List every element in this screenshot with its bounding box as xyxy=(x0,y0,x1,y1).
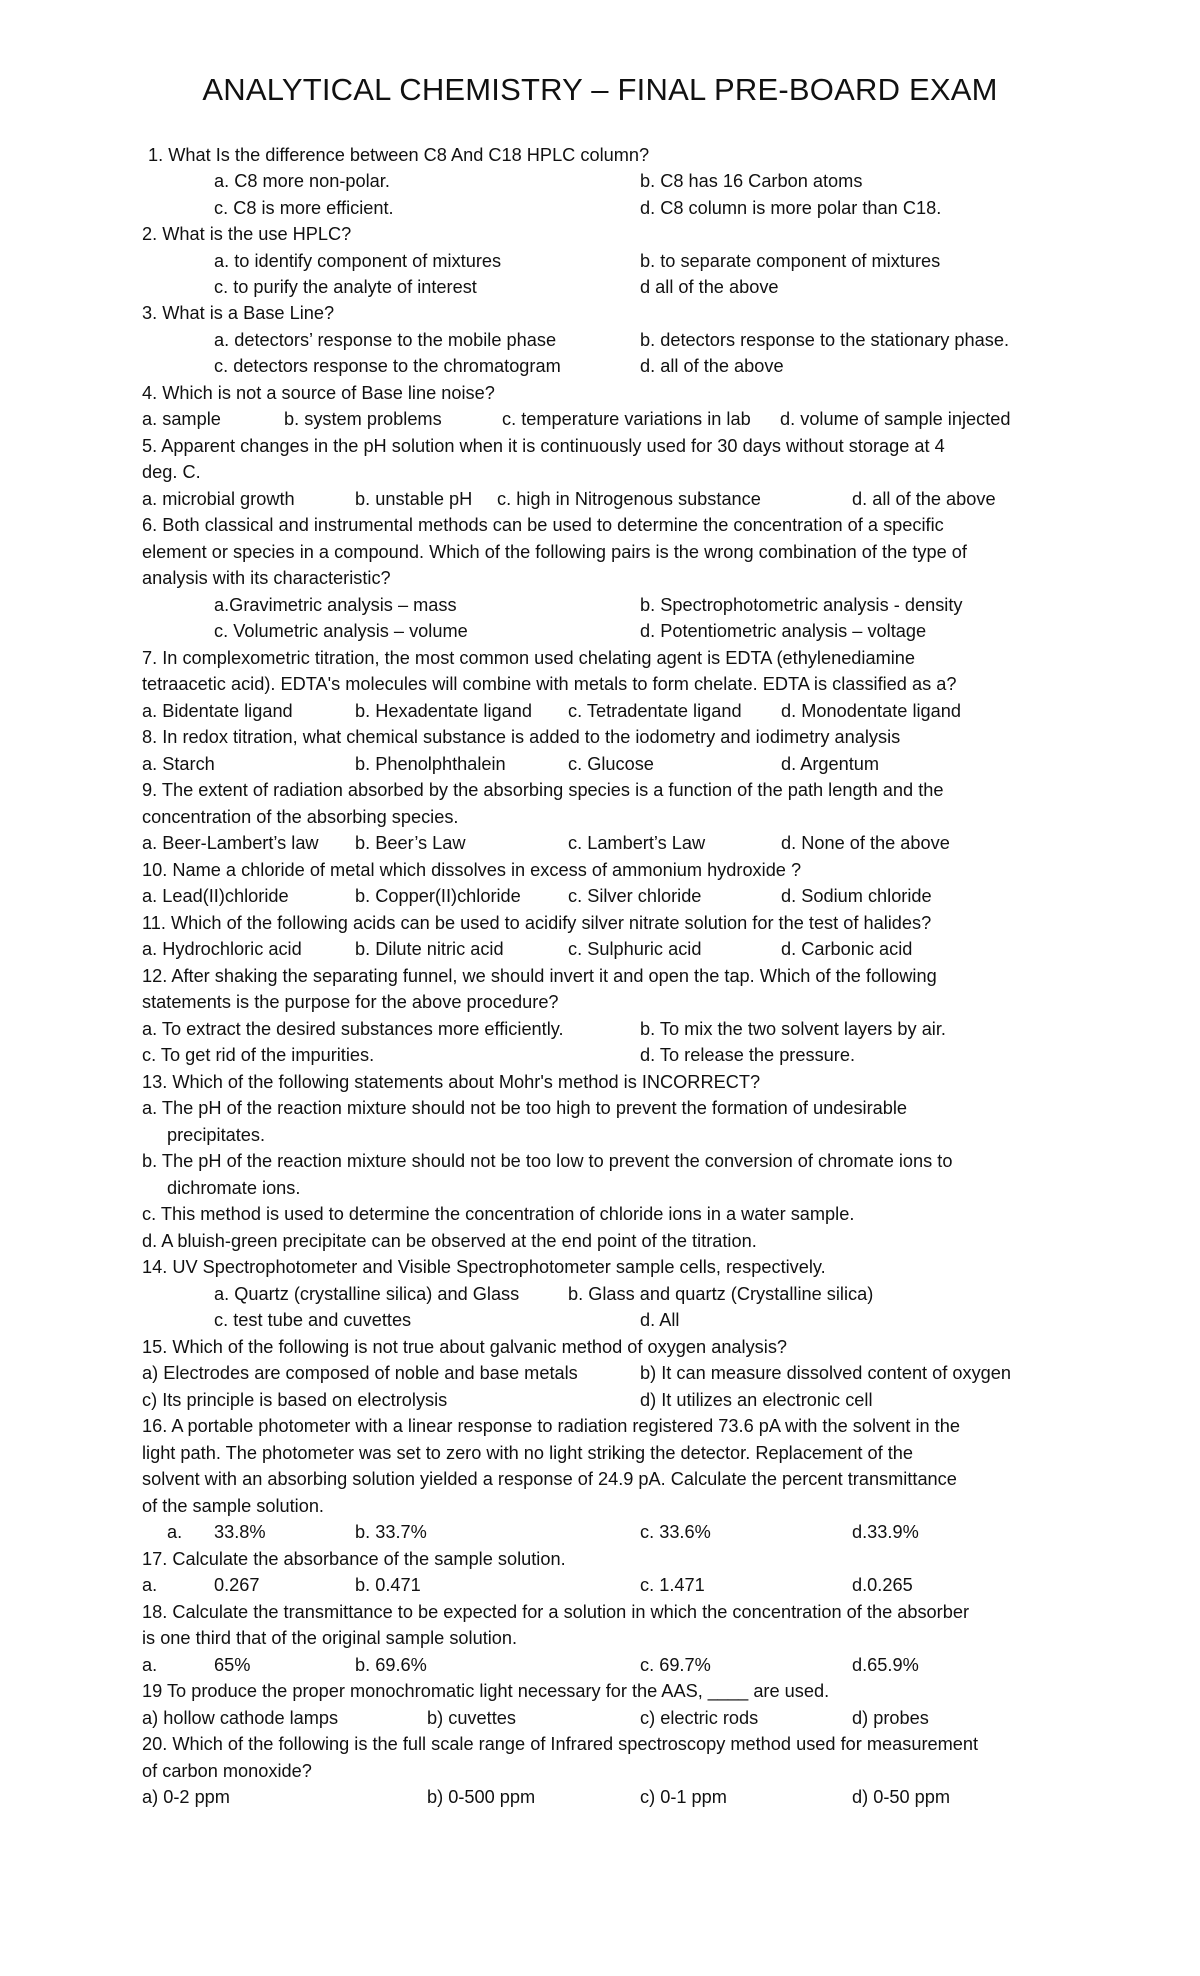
question-15-option-b: b) It can measure dissolved content of oxygen xyxy=(640,1363,1012,1383)
question-11-option-a: a. Hydrochloric acid xyxy=(142,939,302,959)
question-7-text-line-2: tetraacetic acid). EDTA's molecules will combine with metals to form chelate. EDTA is classified as a? xyxy=(142,674,957,694)
question-5-text-line-1: 5. Apparent changes in the pH solution when it is continuously used for 30 days without storage at 4 xyxy=(142,436,945,456)
question-14-text: 14. UV Spectrophotometer and Visible Spectrophotometer sample cells, respectively. xyxy=(142,1257,826,1277)
question-5-option-a: a. microbial growth xyxy=(142,489,295,509)
question-16-text-line-2: light path. The photometer was set to zero with no light striking the detector. Replacement of the xyxy=(142,1443,914,1463)
question-1-option-a: a. C8 more non-polar. xyxy=(214,171,390,191)
question-11-option-d: d. Carbonic acid xyxy=(781,939,913,959)
question-3-text: 3. What is a Base Line? xyxy=(142,303,335,323)
question-20-option-b: b) 0-500 ppm xyxy=(427,1787,536,1807)
question-13-option-d: d. A bluish-green precipitate can be observed at the end point of the titration. xyxy=(142,1231,757,1251)
question-2-text: 2. What is the use HPLC? xyxy=(142,224,352,244)
question-13-option-c: c. This method is used to determine the concentration of chloride ions in a water sample. xyxy=(142,1204,855,1224)
question-14-option-c: c. test tube and cuvettes xyxy=(214,1310,412,1330)
question-12-text-line-1: 12. After shaking the separating funnel, we should invert it and open the tap. Which of the following xyxy=(142,966,937,986)
question-7-option-d: d. Monodentate ligand xyxy=(781,701,961,721)
question-7-text-line-1: 7. In complexometric titration, the most common used chelating agent is EDTA (ethylenediamine xyxy=(142,648,916,668)
question-16-option-b: b. 33.7% xyxy=(355,1522,427,1542)
question-8-option-b: b. Phenolphthalein xyxy=(355,754,506,774)
question-10-text: 10. Name a chloride of metal which dissolves in excess of ammonium hydroxide ? xyxy=(142,860,802,880)
question-19-option-b: b) cuvettes xyxy=(427,1708,516,1728)
question-10-option-c: c. Silver chloride xyxy=(568,886,702,906)
question-19-option-a: a) hollow cathode lamps xyxy=(142,1708,339,1728)
question-16-text-line-3: solvent with an absorbing solution yielded a response of 24.9 pA. Calculate the percent transmittance xyxy=(142,1469,957,1489)
question-11-text: 11. Which of the following acids can be used to acidify silver nitrate solution for the test of halides? xyxy=(142,913,932,933)
question-9-option-a: a. Beer-Lambert’s law xyxy=(142,833,319,853)
question-9-option-c: c. Lambert’s Law xyxy=(568,833,706,853)
question-12-option-b: b. To mix the two solvent layers by air. xyxy=(640,1019,946,1039)
question-19-text: 19 To produce the proper monochromatic light necessary for the AAS, ____ are used. xyxy=(142,1681,830,1701)
question-8-option-d: d. Argentum xyxy=(781,754,880,774)
question-14-option-b: b. Glass and quartz (Crystalline silica) xyxy=(568,1284,874,1304)
question-2-option-a: a. to identify component of mixtures xyxy=(214,251,502,271)
question-6-text-line-1: 6. Both classical and instrumental methods can be used to determine the concentration of a specific xyxy=(142,515,944,535)
question-4-option-d: d. volume of sample injected xyxy=(780,409,1011,429)
question-18-option-d: d.65.9% xyxy=(852,1655,919,1675)
question-14-option-d: d. All xyxy=(640,1310,680,1330)
question-20-text-line-1: 20. Which of the following is the full scale range of Infrared spectroscopy method used for measurement xyxy=(142,1734,979,1754)
question-6-text-line-2: element or species in a compound. Which of the following pairs is the wrong combination of the type of xyxy=(142,542,967,562)
question-8-text: 8. In redox titration, what chemical substance is added to the iodometry and iodimetry analysis xyxy=(142,727,901,747)
question-13-option-a-line-2: precipitates. xyxy=(167,1125,266,1145)
question-16-option-d: d.33.9% xyxy=(852,1522,919,1542)
question-9-option-b: b. Beer’s Law xyxy=(355,833,466,853)
question-4-option-a: a. sample xyxy=(142,409,221,429)
question-20-option-d: d) 0-50 ppm xyxy=(852,1787,951,1807)
question-15-option-c: c) Its principle is based on electrolysis xyxy=(142,1390,448,1410)
question-11-option-b: b. Dilute nitric acid xyxy=(355,939,504,959)
question-12-text-line-2: statements is the purpose for the above procedure? xyxy=(142,992,559,1012)
question-15-option-d: d) It utilizes an electronic cell xyxy=(640,1390,873,1410)
question-13-option-a-line-1: a. The pH of the reaction mixture should not be too high to prevent the formation of undesirable xyxy=(142,1098,908,1118)
question-20-option-a: a) 0-2 ppm xyxy=(142,1787,230,1807)
question-20-text-line-2: of carbon monoxide? xyxy=(142,1761,312,1781)
question-17-text: 17. Calculate the absorbance of the sample solution. xyxy=(142,1549,566,1569)
question-18-text-line-1: 18. Calculate the transmittance to be expected for a solution in which the concentration of the absorber xyxy=(142,1602,970,1622)
question-4-option-c: c. temperature variations in lab xyxy=(502,409,751,429)
question-5-text-line-2: deg. C. xyxy=(142,462,201,482)
question-18-option-c: c. 69.7% xyxy=(640,1655,711,1675)
question-17-option-c: c. 1.471 xyxy=(640,1575,705,1595)
question-1-option-d: d. C8 column is more polar than C18. xyxy=(640,198,942,218)
question-19-option-c: c) electric rods xyxy=(640,1708,759,1728)
question-3-option-d: d. all of the above xyxy=(640,356,784,376)
question-9-text-line-1: 9. The extent of radiation absorbed by the absorbing species is a function of the path length and the xyxy=(142,780,944,800)
question-6-option-a: a.Gravimetric analysis – mass xyxy=(214,595,457,615)
question-1-text: 1. What Is the difference between C8 And C18 HPLC column? xyxy=(148,145,650,165)
question-3-option-a: a. detectors’ response to the mobile phase xyxy=(214,330,557,350)
question-2-option-c: c. to purify the analyte of interest xyxy=(214,277,477,297)
question-17-option-d: d.0.265 xyxy=(852,1575,913,1595)
question-5-option-b: b. unstable pH xyxy=(355,489,473,509)
question-3-option-c: c. detectors response to the chromatogram xyxy=(214,356,561,376)
question-12-option-a: a. To extract the desired substances more efficiently. xyxy=(142,1019,564,1039)
question-6-option-d: d. Potentiometric analysis – voltage xyxy=(640,621,927,641)
question-7-option-a: a. Bidentate ligand xyxy=(142,701,293,721)
question-6-option-c: c. Volumetric analysis – volume xyxy=(214,621,468,641)
question-12-option-c: c. To get rid of the impurities. xyxy=(142,1045,375,1065)
question-18-text-line-2: is one third that of the original sample solution. xyxy=(142,1628,518,1648)
question-19-option-d: d) probes xyxy=(852,1708,929,1728)
question-3-option-b: b. detectors response to the stationary phase. xyxy=(640,330,1010,350)
question-16-option-c: c. 33.6% xyxy=(640,1522,711,1542)
question-13-option-b-line-2: dichromate ions. xyxy=(167,1178,301,1198)
question-8-option-a: a. Starch xyxy=(142,754,215,774)
question-10-option-d: d. Sodium chloride xyxy=(781,886,932,906)
question-18-option-a: 65% xyxy=(214,1655,251,1675)
question-17-option-b: b. 0.471 xyxy=(355,1575,421,1595)
question-2-option-b: b. to separate component of mixtures xyxy=(640,251,941,271)
question-12-option-d: d. To release the pressure. xyxy=(640,1045,856,1065)
question-7-option-c: c. Tetradentate ligand xyxy=(568,701,742,721)
question-16-option-a-label: a. xyxy=(167,1522,183,1542)
question-15-text: 15. Which of the following is not true about galvanic method of oxygen analysis? xyxy=(142,1337,788,1357)
question-11-option-c: c. Sulphuric acid xyxy=(568,939,702,959)
question-20-option-c: c) 0-1 ppm xyxy=(640,1787,727,1807)
question-5-option-c: c. high in Nitrogenous substance xyxy=(497,489,761,509)
question-8-option-c: c. Glucose xyxy=(568,754,654,774)
question-1-option-b: b. C8 has 16 Carbon atoms xyxy=(640,171,863,191)
question-13-option-b-line-1: b. The pH of the reaction mixture should not be too low to prevent the conversion of chromate ions to xyxy=(142,1151,953,1171)
question-18-option-a-label: a. xyxy=(142,1655,158,1675)
question-4-option-b: b. system problems xyxy=(284,409,442,429)
question-4-text: 4. Which is not a source of Base line noise? xyxy=(142,383,495,403)
question-18-option-b: b. 69.6% xyxy=(355,1655,427,1675)
question-9-text-line-2: concentration of the absorbing species. xyxy=(142,807,459,827)
question-6-text-line-3: analysis with its characteristic? xyxy=(142,568,391,588)
question-1-option-c: c. C8 is more efficient. xyxy=(214,198,394,218)
page-title: ANALYTICAL CHEMISTRY – FINAL PRE-BOARD EXAM xyxy=(202,72,998,107)
question-16-text-line-1: 16. A portable photometer with a linear response to radiation registered 73.6 pA with the solvent in the xyxy=(142,1416,960,1436)
question-15-option-a: a) Electrodes are composed of noble and base metals xyxy=(142,1363,578,1383)
question-10-option-a: a. Lead(II)chloride xyxy=(142,886,289,906)
question-6-option-b: b. Spectrophotometric analysis - density xyxy=(640,595,963,615)
question-13-text: 13. Which of the following statements about Mohr's method is INCORRECT? xyxy=(142,1072,761,1092)
question-7-option-b: b. Hexadentate ligand xyxy=(355,701,532,721)
question-16-text-line-4: of the sample solution. xyxy=(142,1496,324,1516)
question-9-option-d: d. None of the above xyxy=(781,833,950,853)
question-17-option-a-label: a. xyxy=(142,1575,158,1595)
question-17-option-a: 0.267 xyxy=(214,1575,260,1595)
question-2-option-d: d all of the above xyxy=(640,277,779,297)
question-10-option-b: b. Copper(II)chloride xyxy=(355,886,521,906)
question-16-option-a: 33.8% xyxy=(214,1522,266,1542)
question-5-option-d: d. all of the above xyxy=(852,489,996,509)
question-14-option-a: a. Quartz (crystalline silica) and Glass xyxy=(214,1284,520,1304)
